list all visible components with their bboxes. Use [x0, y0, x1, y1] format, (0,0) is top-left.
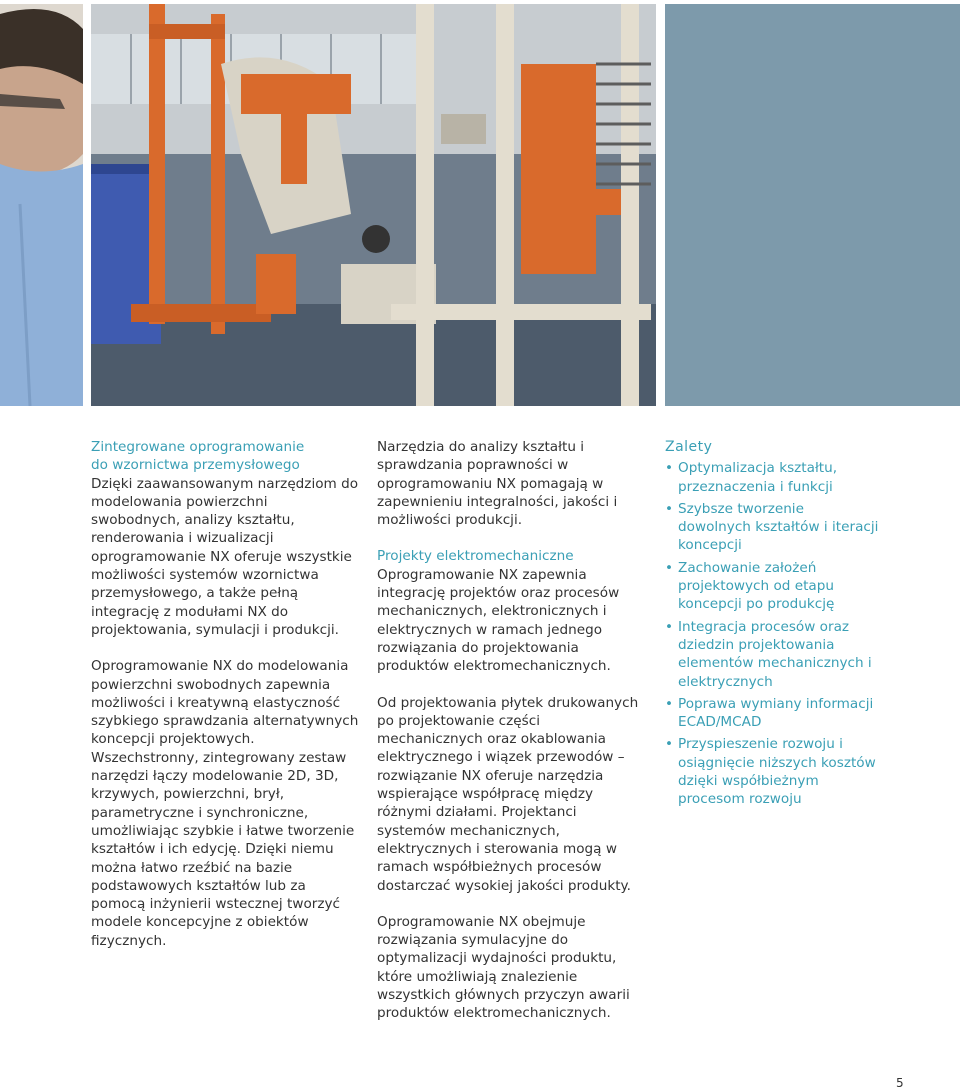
photo-man-in-blue-shirt	[0, 4, 83, 406]
benefits-list	[665, 459, 880, 808]
benefit-item: • Integracja procesów oraz dziedzin projektowania elementów mechanicznych i elektrycznych	[665, 618, 880, 691]
heading-industrial-design-line1: Zintegrowane oprogramowanie	[91, 439, 305, 455]
column-industrial-design	[91, 438, 359, 968]
paragraph-shape-analysis: Narzędzia do analizy kształtu i sprawdzania poprawności w oprogramowaniu NX pomagają w zapewnieniu integralności, jakości i możliwości produkcji.	[377, 439, 618, 529]
section-electromechanical	[377, 547, 649, 675]
column-electromechanical	[377, 438, 649, 1041]
paragraph-pcb-design: Od projektowania płytek drukowanych po projektowanie części mechanicznych oraz okablowania elektrycznego i wiązek przewodów – rozwiązanie NX oferuje narzędzia wspierające współpracę między różnymi działami. Projektanci systemów mechanicznych, elektrycznych i sterowania mogą w ramach współbieżnych procesów dostarczać wysokiej jakości produkty.	[377, 694, 639, 894]
blue-panel	[665, 4, 960, 406]
photo-industrial-machine	[91, 4, 656, 406]
paragraph-simulation: Oprogramowanie NX obejmuje rozwiązania symulacyjne do optymalizacji wydajności produktu, które umożliwiają znalezienie wszystkich głównych przyczyn awarii produktów elektromechanicznych.	[377, 913, 630, 1022]
paragraph-intro: Dzięki zaawansowanym narzędziom do modelowania powierzchni swobodnych, analizy kształtu, renderowania i wizualizacji oprogramowanie NX oferuje wszystkie możliwości systemów wzornictwa przemysłowego, a także pełną integrację z modułami NX do projektowania, symulacji i produkcji.	[91, 475, 359, 638]
paragraph-electromechanical: Oprogramowanie NX zapewnia integrację projektów oraz procesów mechanicznych, elektronicznych i elektrycznych w ramach jednego rozwiązania do projektowania produktów elektromechanicznych.	[377, 566, 620, 675]
benefit-item: • Poprawa wymiany informacji ECAD/MCAD	[665, 695, 880, 732]
page-number: 5	[896, 1076, 904, 1090]
photo-band	[0, 4, 960, 406]
benefit-item: • Szybsze tworzenie dowolnych kształtów i iteracji koncepcji	[665, 500, 880, 555]
benefit-item: • Zachowanie założeń projektowych od etapu koncepcji po produkcję	[665, 559, 880, 614]
heading-industrial-design-line2: do wzornictwa przemysłowego	[91, 457, 300, 474]
benefit-item: • Przyspieszenie rozwoju i osiągnięcie niższych kosztów dzięki współbieżnym procesom rozwoju	[665, 735, 880, 808]
benefits-title: Zalety	[665, 439, 713, 455]
column-benefits	[665, 438, 880, 813]
section-industrial-design	[91, 438, 359, 639]
heading-electromechanical: Projekty elektromechaniczne	[377, 548, 574, 565]
paragraph-freeform-modeling: Oprogramowanie NX do modelowania powierzchni swobodnych zapewnia możliwości i kreatywną elastyczność szybkiego sprawdzania alternatywnych koncepcji projektowych. Wszechstronny, zintegrowany zestaw narzędzi łączy modelowanie 2D, 3D, krzywych, powierzchni, brył, parametryczne i synchroniczne, umożliwiając szybkie i łatwe tworzenie kształtów i ich edycję. Dzięki niemu można łatwo rzeźbić na bazie podstawowych kształtów lub za pomocą inżynierii wstecznej tworzyć modele koncepcyjne z obiektów fizycznych.	[91, 658, 359, 949]
benefit-item: • Optymalizacja kształtu, przeznaczenia i funkcji	[665, 459, 880, 496]
